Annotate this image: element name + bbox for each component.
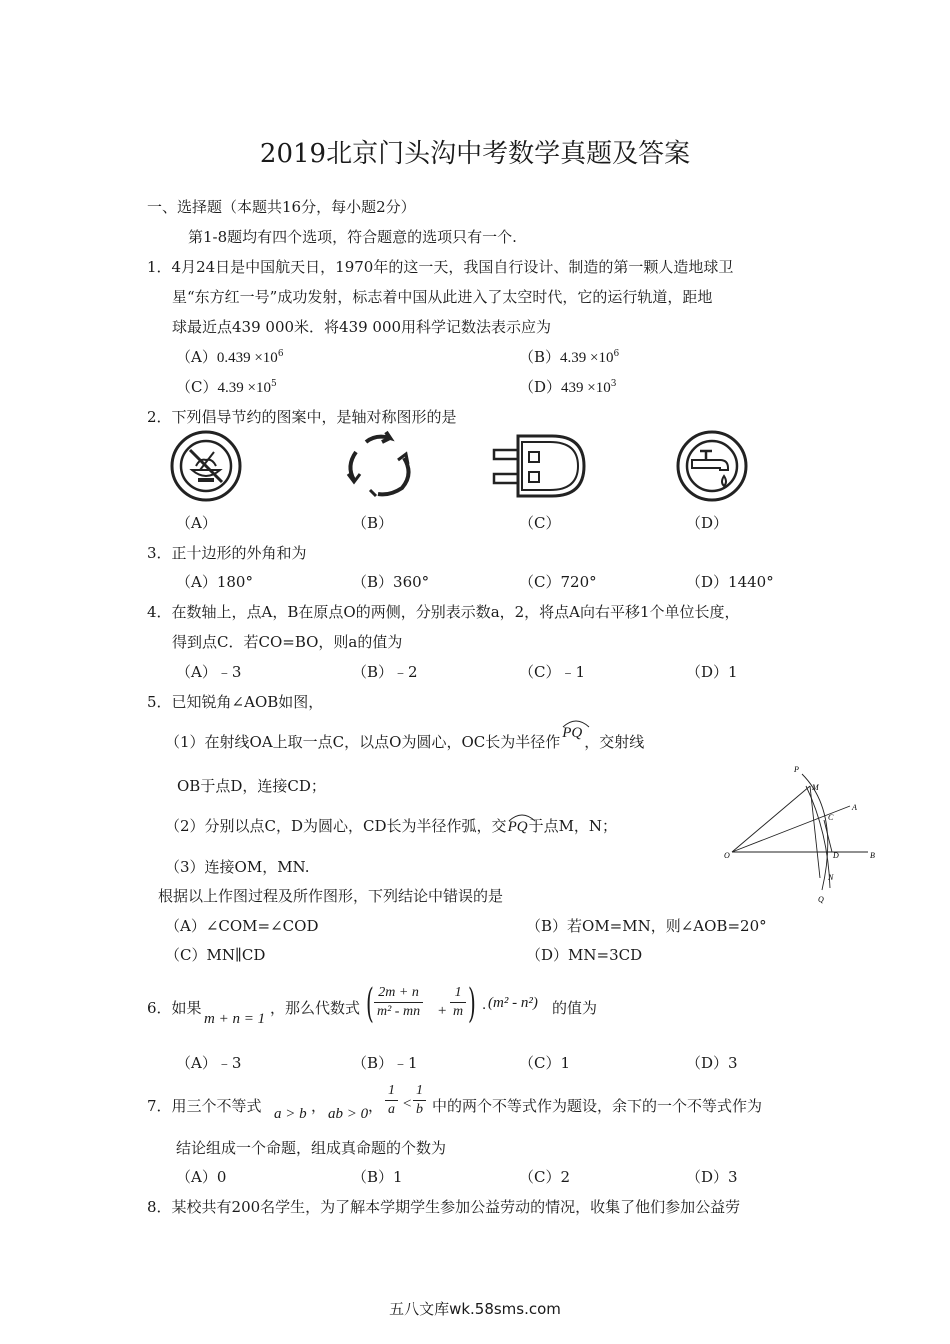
q3-option-d: （D）1440° bbox=[686, 573, 774, 591]
section-note: 第1-8题均有四个选项，符合题意的选项只有一个. bbox=[188, 228, 517, 246]
point-q-label: Q bbox=[818, 895, 824, 904]
point-n-label: N bbox=[828, 873, 834, 882]
q6-fraction-2: $\frac{1}{m}$ bbox=[450, 984, 466, 1021]
q5-step1: （1）在射线OA上取一点C，以点O为圆心，OC长为半径作 PQ ，交射线 bbox=[165, 731, 644, 752]
q6-plus: + bbox=[437, 1003, 448, 1019]
segment-mn bbox=[810, 786, 820, 878]
q7-prefix: 7．用三个不等式 bbox=[147, 1097, 262, 1115]
q7-option-d: （D）3 bbox=[686, 1168, 738, 1186]
point-b-label: B bbox=[870, 851, 875, 860]
q6-factor: (m² - n²) bbox=[488, 995, 538, 1011]
q4-option-c: （C）﹣1 bbox=[519, 663, 586, 681]
q2-label-d: （D） bbox=[686, 514, 729, 532]
q2-label-b: （B） bbox=[352, 514, 394, 532]
point-d-label: D bbox=[833, 851, 839, 860]
q3-stem: 3．正十边形的外角和为 bbox=[147, 544, 307, 562]
q1-line2: 星“东方红一号”成功发射，标志着中国从此进入了太空时代，它的运行轨道，距地 bbox=[172, 288, 713, 306]
arc-pq-label: PQ bbox=[562, 725, 582, 742]
power-plug-icon bbox=[492, 430, 592, 502]
no-food-waste-icon bbox=[170, 430, 242, 502]
q7-option-c: （C）2 bbox=[519, 1168, 571, 1186]
segment-om bbox=[732, 786, 810, 852]
construction-arc bbox=[806, 786, 830, 888]
q7-inequality-1: a > b bbox=[274, 1106, 307, 1122]
q1-option-b: $(B)4.39 \times 10^6$ bbox=[519, 348, 620, 366]
q5-option-c: （C）MN∥CD bbox=[165, 946, 266, 964]
q5-option-a: （A）∠COM=∠COD bbox=[165, 917, 319, 935]
recycle-arrows-icon bbox=[340, 430, 418, 502]
q6-condition: m + n = 1 bbox=[204, 1011, 266, 1027]
q4-line2: 得到点C．若CO=BO，则a的值为 bbox=[172, 633, 403, 651]
q7-sep-1: ， bbox=[311, 1097, 327, 1115]
water-tap-icon bbox=[676, 430, 748, 502]
angle-aob-construction-figure bbox=[718, 762, 888, 906]
q6-suffix: 的值为 bbox=[552, 999, 598, 1017]
q1-option-c: $(C)4.39 \times 10^5$ bbox=[176, 378, 277, 396]
q8-line1: 8．某校共有200名学生，为了解本学期学生参加公益劳动的情况，收集了他们参加公益劳 bbox=[147, 1198, 741, 1216]
point-m-label: M bbox=[812, 783, 819, 792]
footer-watermark: 五八文库wk.58sms.com bbox=[389, 1300, 561, 1318]
q4-option-a: （A）﹣3 bbox=[176, 663, 242, 681]
q6-left-paren: ( bbox=[366, 981, 374, 1027]
q6-option-d: （D）3 bbox=[686, 1054, 738, 1072]
q6-mid: ，那么代数式 bbox=[270, 999, 361, 1017]
q6-option-a: （A）﹣3 bbox=[176, 1054, 242, 1072]
q1-line3: 球最近点439 000米．将439 000用科学记数法表示应为 bbox=[172, 318, 552, 336]
q6-prefix: 6．如果 bbox=[147, 999, 202, 1017]
q4-option-d: （D）1 bbox=[686, 663, 738, 681]
q7-option-b: （B）1 bbox=[352, 1168, 403, 1186]
q7-fraction-a: $\frac{1}{a}$ bbox=[385, 1082, 398, 1119]
q1-option-a: $(A)0.439 \times 10^6$ bbox=[176, 348, 284, 366]
q1-line1: 1．4月24日是中国航天日，1970年的这一天，我国自行设计、制造的第一颗人造地球卫 bbox=[147, 258, 734, 276]
q7-inequality-2: ab > 0 bbox=[328, 1106, 369, 1122]
q7-suffix: 中的两个不等式作为题设，余下的一个不等式作为 bbox=[432, 1097, 763, 1115]
q7-line2: 结论组成一个命题，组成真命题的个数为 bbox=[176, 1139, 447, 1157]
q5-option-d: （D）MN=3CD bbox=[526, 946, 643, 964]
q3-option-a: （A）180° bbox=[176, 573, 253, 591]
q2-stem: 2．下列倡导节约的图案中，是轴对称图形的是 bbox=[147, 408, 457, 426]
q7-fraction-b: $\frac{1}{b}$ bbox=[413, 1082, 426, 1119]
q4-option-b: （B）﹣2 bbox=[352, 663, 418, 681]
arc-pq-label: PQ bbox=[508, 819, 528, 836]
q5-option-b: （B）若OM=MN，则∠AOB=20° bbox=[526, 917, 767, 935]
q6-option-b: （B）﹣1 bbox=[352, 1054, 418, 1072]
q7-sep-2: ， bbox=[368, 1097, 384, 1115]
q3-option-b: （B）360° bbox=[352, 573, 430, 591]
page-title: 2019北京门头沟中考数学真题及答案 bbox=[259, 139, 691, 169]
q3-option-c: （C）720° bbox=[519, 573, 597, 591]
point-c-label: C bbox=[828, 813, 834, 822]
q6-option-c: （C）1 bbox=[519, 1054, 571, 1072]
q5-conclusion: 根据以上作图过程及所作图形，下列结论中错误的是 bbox=[158, 887, 504, 905]
q5-step1-cont: OB于点D，连接CD； bbox=[177, 777, 326, 795]
point-o-label: O bbox=[724, 851, 730, 860]
q7-less-than: < bbox=[402, 1096, 413, 1112]
q4-line1: 4．在数轴上，点A，B在原点O的两侧，分别表示数a，2，将点A向右平移1个单位长度， bbox=[147, 603, 740, 621]
q5-step3: （3）连接OM，MN. bbox=[165, 858, 310, 876]
point-p-label: P bbox=[794, 765, 799, 774]
q6-dot: · bbox=[482, 1001, 486, 1017]
q1-option-d: $(D)439 \times 10^3$ bbox=[519, 378, 617, 396]
section-heading: 一、选择题（本题共16分，每小题2分） bbox=[147, 198, 416, 216]
q7-option-a: （A）0 bbox=[176, 1168, 227, 1186]
q6-fraction-1: $\frac{2m + n}{\text{m² - mn}}$ bbox=[374, 984, 423, 1021]
q5-stem: 5．已知锐角∠AOB如图， bbox=[147, 693, 324, 711]
q6-right-paren: ) bbox=[468, 981, 476, 1027]
point-a-label: A bbox=[852, 803, 857, 812]
q2-label-a: （A） bbox=[176, 514, 217, 532]
q2-label-c: （C） bbox=[519, 514, 561, 532]
q5-step2: （2）分别以点C，D为圆心，CD长为半径作弧，交 PQ于点M，N； bbox=[165, 817, 618, 835]
